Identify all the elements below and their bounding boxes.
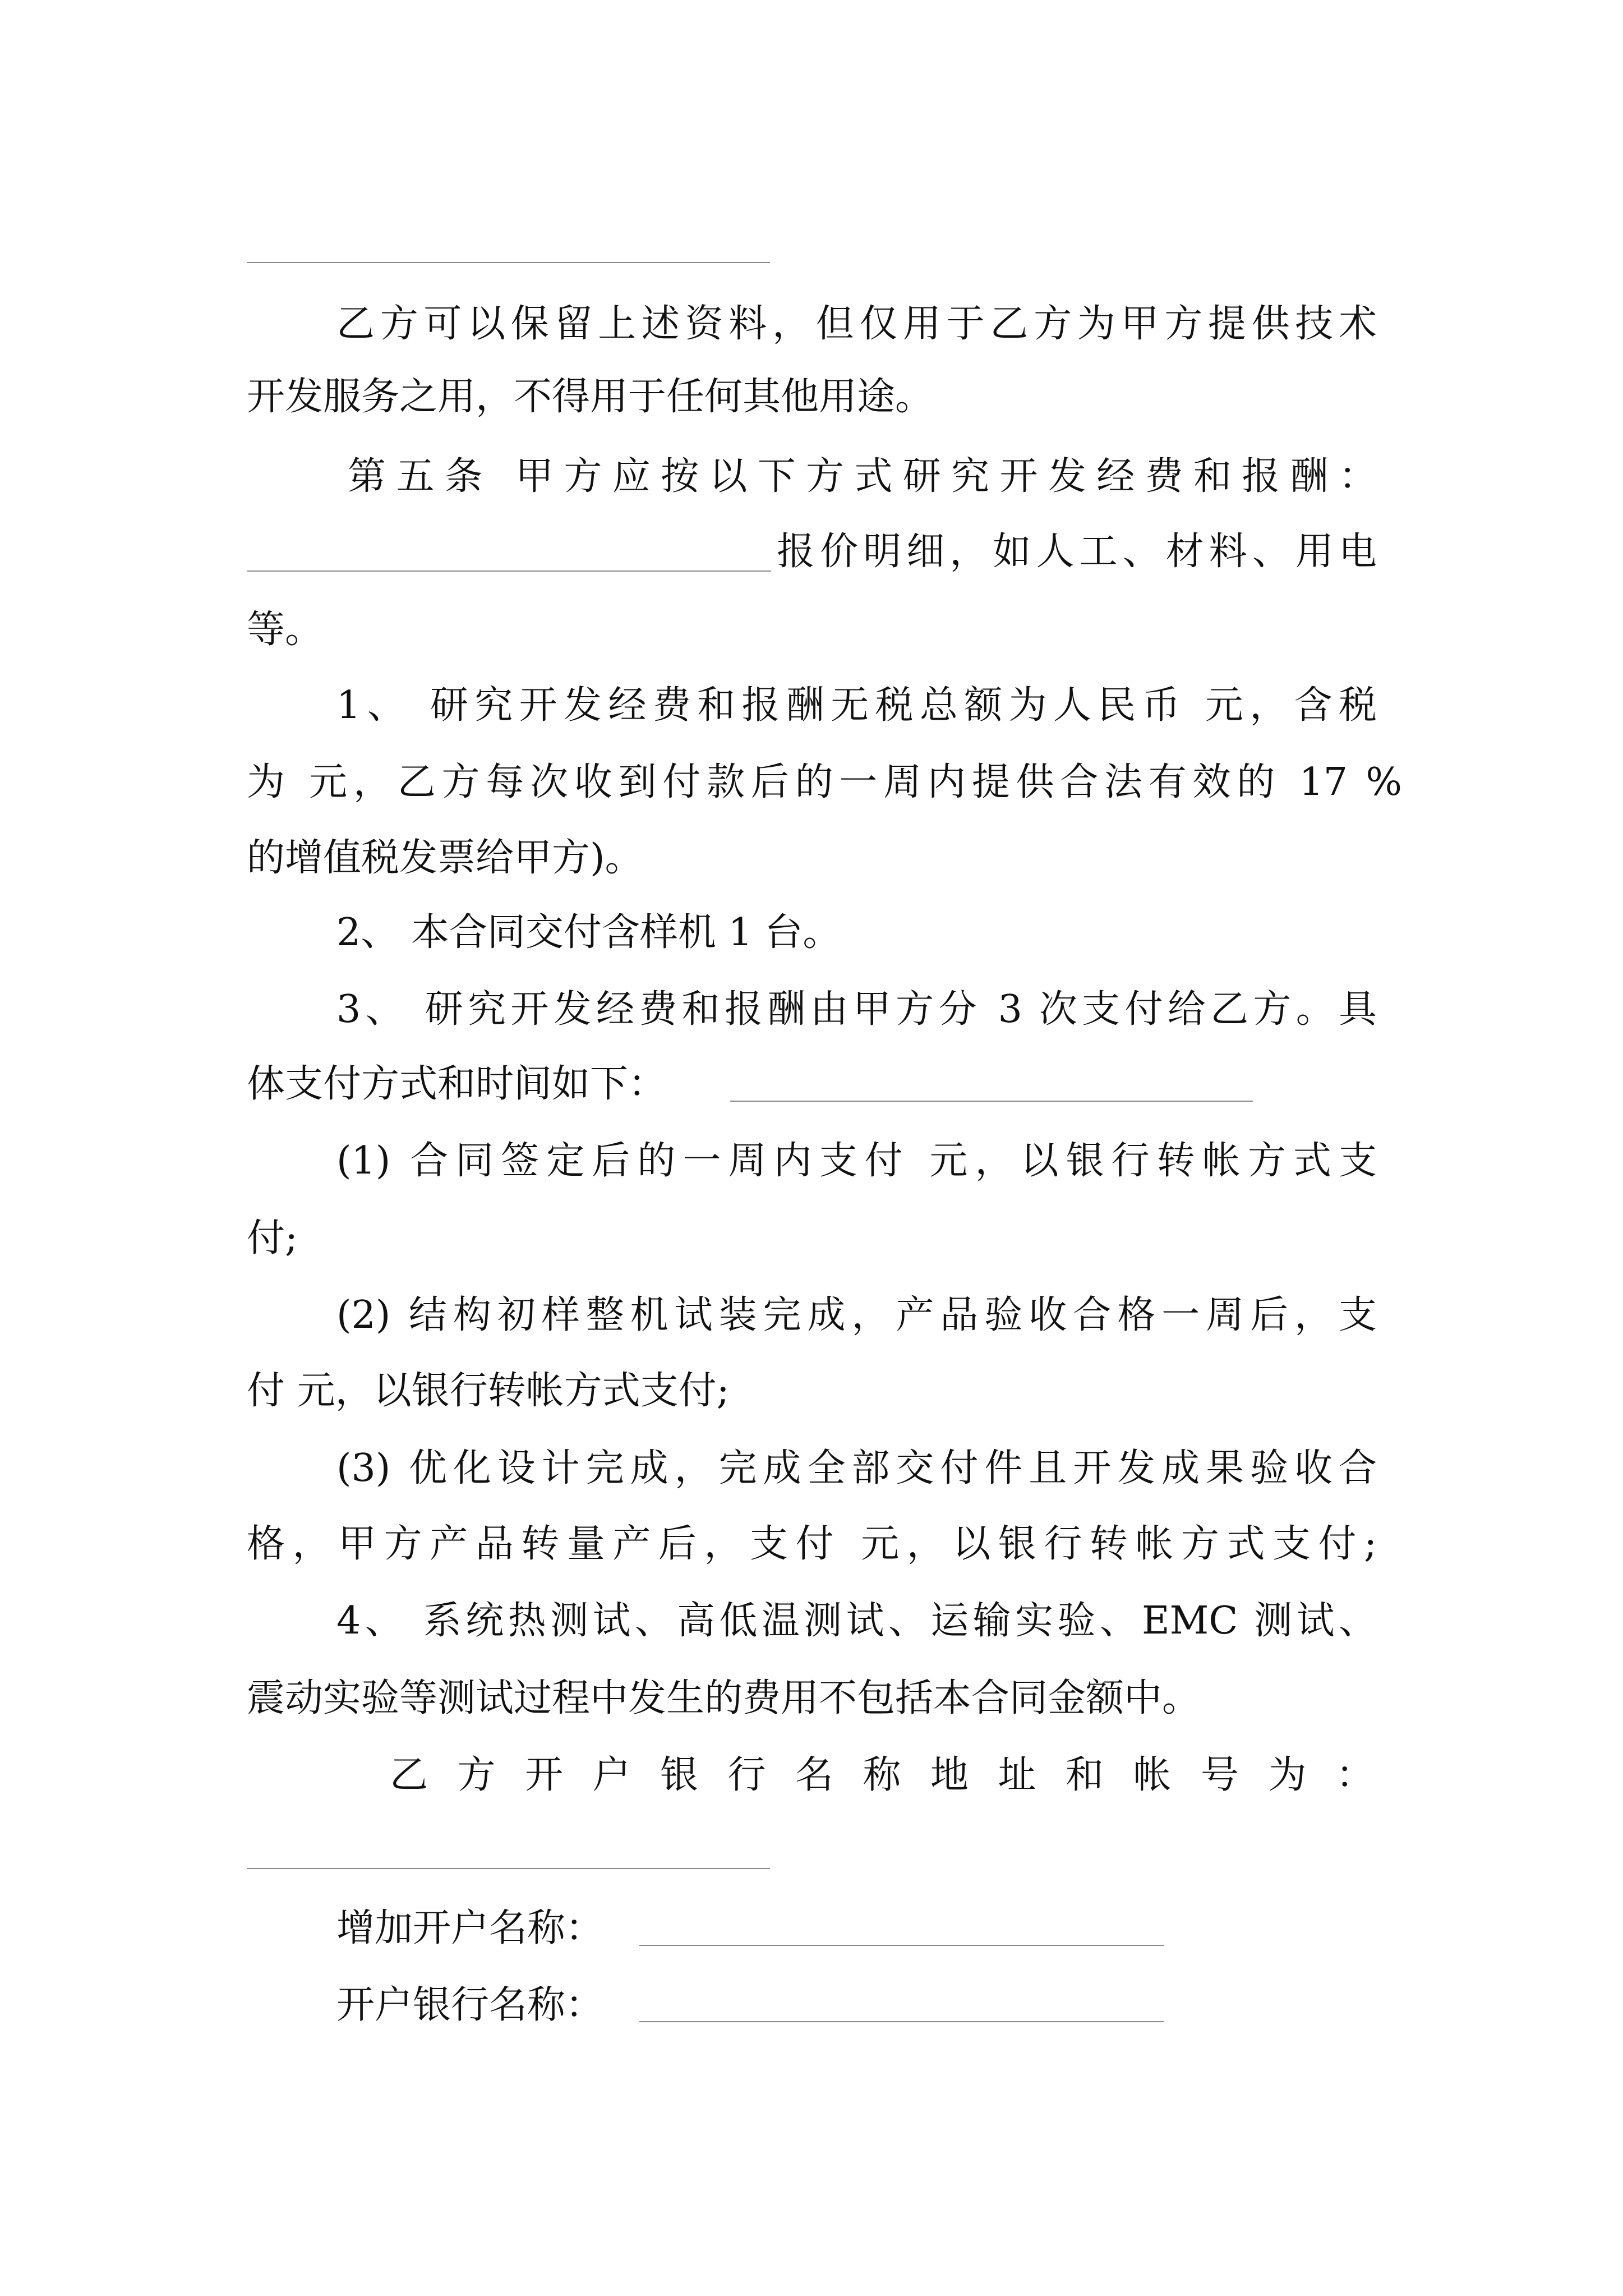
- account-name-label: 增加开户名称：: [336, 1906, 604, 1950]
- paragraph-retain-materials-line-1: 乙方可以保留上述资料，但仅用于乙方为甲方提供技术: [336, 302, 1377, 346]
- bank-account-heading: 乙方开户银行名称地址和帐号为：: [390, 1753, 1374, 1797]
- item-1-line-1: 1、 研究开发经费和报酬无税总额为人民币 元，含税: [336, 683, 1377, 728]
- item-3-line-1: 3、 研究开发经费和报酬由甲方分 3 次支付给乙方。具: [336, 987, 1377, 1032]
- account-name-blank-line: [639, 1945, 1164, 1946]
- paragraph-retain-materials-line-2: 开发服务之用，不得用于任何其他用途。: [247, 375, 934, 419]
- payment-2-line-2: 付 元，以银行转帐方式支付;: [247, 1369, 730, 1413]
- item-1-line-2: 为 元，乙方每次收到付款后的一周内提供合法有效的 17 %: [247, 760, 1402, 804]
- item-4-line-1: 4、 系统热测试、高低温测试、运输实验、EMC 测试、: [336, 1599, 1377, 1643]
- item-1-line-3: 的增值税发票给甲方)。: [247, 836, 643, 880]
- quote-detail-text-end: 等。: [247, 608, 324, 652]
- payment-1-line-2: 付;: [247, 1216, 298, 1260]
- item-3-line-2: 体支付方式和时间如下：: [247, 1062, 667, 1106]
- item-2-line-1: 2、 本合同交付含样机 1 台。: [336, 910, 841, 955]
- blank-line-top: [247, 262, 770, 263]
- bank-name-label: 开户银行名称：: [336, 1983, 604, 2027]
- blank-line-bank-info: [247, 1868, 770, 1869]
- item-4-line-2: 震动实验等测试过程中发生的费用不包括本合同金额中。: [247, 1676, 1201, 1720]
- payment-3-line-2: 格，甲方产品转量产后，支付 元，以银行转帐方式支付;: [247, 1522, 1377, 1566]
- bank-name-blank-line: [639, 2021, 1164, 2022]
- blank-line-payment-schedule: [730, 1101, 1253, 1102]
- payment-1-line-1: (1) 合同签定后的一周内支付 元，以银行转帐方式支: [336, 1139, 1377, 1183]
- article-five-heading: 第五条 甲方应按以下方式研究开发经费和报酬：: [348, 454, 1377, 499]
- blank-line-quote: [247, 570, 771, 572]
- quote-detail-text: 报价明细，如人工、材料、用电: [777, 530, 1377, 574]
- payment-3-line-1: (3) 优化设计完成，完成全部交付件且开发成果验收合: [336, 1446, 1377, 1490]
- payment-2-line-1: (2) 结构初样整机试装完成，产品验收合格一周后，支: [336, 1293, 1377, 1337]
